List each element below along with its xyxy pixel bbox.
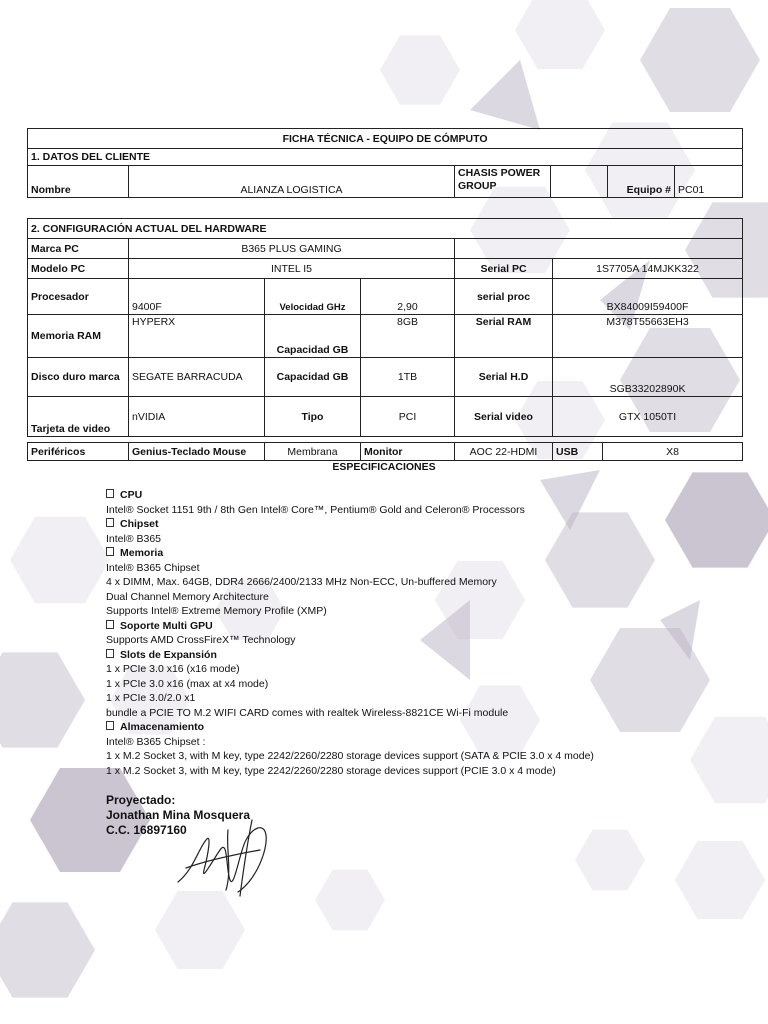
monitor-label: Monitor	[361, 443, 455, 461]
group-label: CHASIS POWER GROUP	[455, 166, 551, 198]
serial-pc-value: 1S7705A 14MJKK322	[553, 259, 743, 279]
membrana-value: Membrana	[265, 443, 361, 461]
spec-line: Supports AMD CrossFireX™ Technology	[106, 634, 296, 646]
spec-heading-label: Chipset	[120, 518, 159, 530]
perifericos-label: Periféricos	[28, 443, 129, 461]
spec-heading	[106, 619, 594, 634]
signature-id: C.C. 16897160	[106, 823, 187, 837]
procesador-label: Procesador	[28, 279, 129, 315]
spec-heading	[106, 517, 594, 532]
ram-capacity-value: 8GB	[361, 315, 455, 358]
bullet-box-icon	[106, 547, 114, 556]
nombre-label: Nombre	[28, 166, 129, 198]
spec-line: 4 x DIMM, Max. 64GB, DDR4 2666/2400/2133 MHz Non-ECC, Un-buffered Memory	[106, 576, 497, 588]
signature-name: Jonathan Mina Mosquera	[106, 808, 251, 822]
spec-heading-label: CPU	[120, 489, 143, 501]
sheet-title: FICHA TÉCNICA - EQUIPO DE CÓMPUTO	[28, 129, 743, 149]
empty-cell	[551, 166, 608, 198]
marca-pc-label: Marca PC	[28, 239, 129, 259]
spec-line: Dual Channel Memory Architecture	[106, 590, 269, 603]
disco-capacity-label: Capacidad GB	[265, 358, 361, 397]
tipo-value: PCI	[361, 397, 455, 437]
disco-capacity-value: 1TB	[361, 358, 455, 397]
serial-pc-label: Serial PC	[455, 259, 553, 279]
hardware-table	[27, 218, 743, 437]
video-value: nVIDIA	[129, 397, 265, 437]
serial-ram-value: M378T55663EH3	[553, 315, 743, 358]
spec-line: bundle a PCIE TO M.2 WIFI CARD comes with realtek Wireless-8821CE Wi-Fi module	[106, 706, 509, 719]
serial-video-label: Serial video	[455, 397, 553, 437]
modelo-pc-label: Modelo PC	[28, 259, 129, 279]
velocidad-label: Velocidad GHz	[265, 279, 361, 315]
spec-line: 1 x PCIe 3.0 x16 (x16 mode)	[106, 663, 240, 675]
client-section-label: 1. DATOS DEL CLIENTE	[28, 149, 743, 166]
handwritten-signature	[168, 810, 278, 900]
ram-label: Memoria RAM	[28, 315, 129, 358]
usb-label: USB	[553, 443, 603, 461]
spec-heading	[106, 648, 594, 663]
serial-hd-label: Serial H.D	[455, 358, 553, 397]
spec-line: Intel® B365	[106, 532, 162, 545]
disco-value: SEGATE BARRACUDA	[129, 358, 265, 397]
monitor-value: AOC 22-HDMI	[455, 443, 553, 461]
spec-heading-label: Soporte Multi GPU	[120, 619, 213, 632]
modelo-pc-value: INTEL I5	[129, 259, 455, 279]
serial-proc-label: serial proc	[455, 279, 553, 315]
serial-hd-value: SGB33202890K	[553, 358, 743, 397]
ram-value: HYPERX	[129, 315, 265, 358]
spec-heading-label: Slots de Expansión	[120, 648, 217, 661]
serial-ram-label: Serial RAM	[455, 315, 553, 358]
spec-heading	[106, 488, 594, 503]
specs-title: ESPECIFICACIONES	[332, 461, 436, 473]
empty-cell	[455, 239, 743, 259]
bullet-box-icon	[106, 721, 114, 730]
marca-pc-value: B365 PLUS GAMING	[129, 239, 455, 259]
signature-line-1: Proyectado:	[106, 793, 176, 807]
spec-heading-label: Memoria	[120, 547, 164, 559]
bullet-box-icon	[106, 518, 114, 527]
specifications-list	[106, 488, 594, 778]
bullet-box-icon	[106, 620, 114, 629]
serial-video-value: GTX 1050TI	[553, 397, 743, 437]
equipo-label: Equipo #	[608, 166, 675, 198]
spec-line: 1 x M.2 Socket 3, with M key, type 2242/2260/2280 storage devices support (SATA & PCIE 3.0 x 4 mode)	[106, 750, 594, 762]
client-data-table	[27, 128, 743, 198]
serial-proc-value: BX84009I59400F	[553, 279, 743, 315]
equipo-value: PC01	[675, 166, 743, 198]
spec-heading	[106, 720, 594, 735]
nombre-value: ALIANZA LOGISTICA	[129, 166, 455, 198]
spec-heading	[106, 546, 594, 561]
spec-line: Intel® B365 Chipset :	[106, 735, 206, 748]
disco-label: Disco duro marca	[28, 358, 129, 397]
perifericos-value: Genius-Teclado Mouse	[129, 443, 265, 461]
velocidad-value: 2,90	[361, 279, 455, 315]
spec-line: Intel® B365 Chipset	[106, 561, 200, 574]
video-label: Tarjeta de video	[28, 397, 129, 437]
spec-heading-label: Almacenamiento	[120, 721, 205, 733]
hardware-section-label: 2. CONFIGURACIÓN ACTUAL DEL HARDWARE	[28, 219, 743, 239]
spec-line: 1 x PCIe 3.0/2.0 x1	[106, 692, 196, 704]
spec-line: 1 x M.2 Socket 3, with M key, type 2242/2260/2280 storage devices support (PCIE 3.0 x 4 mode)	[106, 764, 556, 777]
tipo-label: Tipo	[265, 397, 361, 437]
bullet-box-icon	[106, 489, 114, 498]
procesador-value: 9400F	[129, 279, 265, 315]
bullet-box-icon	[106, 649, 114, 658]
spec-line: Supports Intel® Extreme Memory Profile (XMP)	[106, 605, 327, 617]
peripherals-table	[27, 442, 743, 461]
usb-value: X8	[603, 443, 743, 461]
spec-line: Intel® Socket 1151 9th / 8th Gen Intel® Core™, Pentium® Gold and Celeron® Processors	[106, 503, 525, 516]
spec-line: 1 x PCIe 3.0 x16 (max at x4 mode)	[106, 677, 269, 690]
ram-capacity-label: Capacidad GB	[265, 315, 361, 358]
